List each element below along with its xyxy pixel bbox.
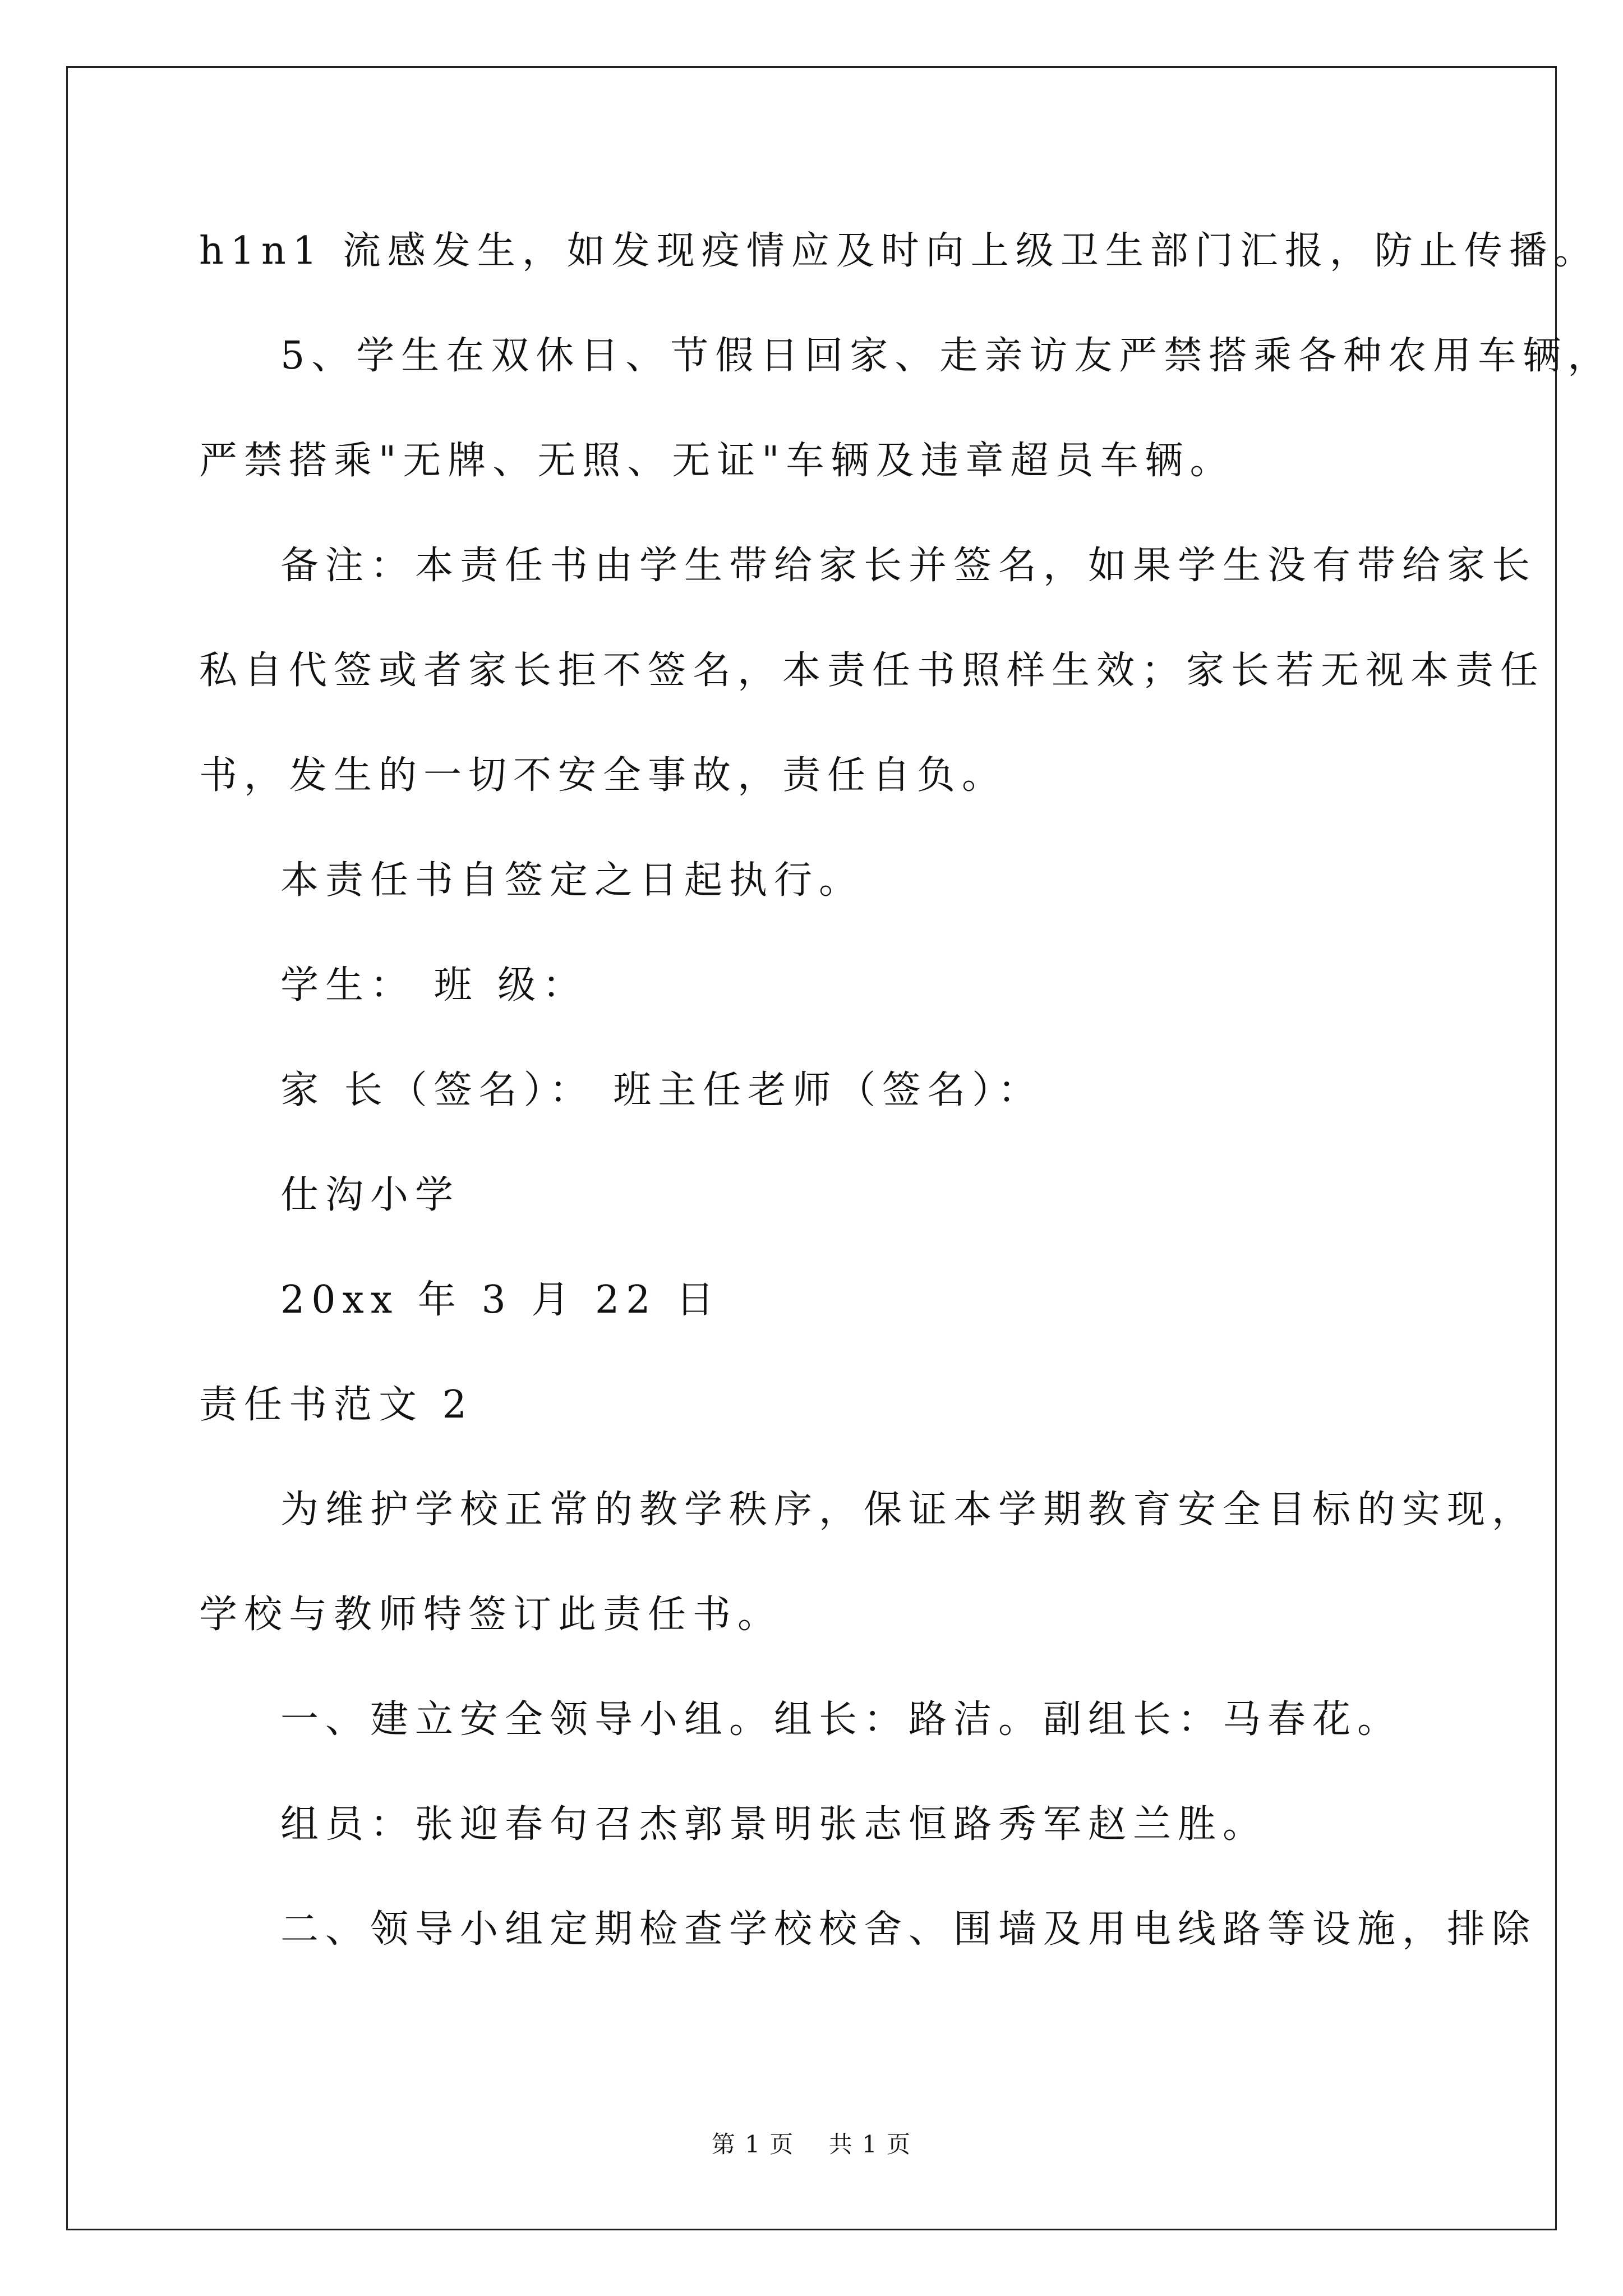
- text-line: 为维护学校正常的教学秩序，保证本学期教育安全目标的实现，: [280, 1488, 1537, 1532]
- text-line: 书，发生的一切不安全事故，责任自负。: [199, 753, 1007, 798]
- text-line: 备注：本责任书由学生带给家长并签名，如果学生没有带给家长: [280, 544, 1537, 588]
- page-border: [66, 66, 1557, 2230]
- text-line: 学生： 班 级：: [280, 963, 588, 1007]
- text-line: 私自代签或者家长拒不签名，本责任书照样生效；家长若无视本责任: [199, 648, 1546, 693]
- text-line: 家 长（签名）： 班主任老师（签名）：: [280, 1068, 1043, 1112]
- text-line: 仕沟小学: [280, 1173, 460, 1217]
- section-heading: 责任书范文 2: [199, 1383, 473, 1427]
- text-line: h1n1 流感发生，如发现疫情应及时向上级卫生部门汇报，防止传播。: [199, 229, 1599, 273]
- text-line: 学校与教师特签订此责任书。: [199, 1593, 783, 1637]
- text-line: 组员：张迎春句召杰郭景明张志恒路秀军赵兰胜。: [280, 1802, 1268, 1847]
- text-line: 一、建立安全领导小组。组长：路洁。副组长：马春花。: [280, 1697, 1403, 1742]
- text-line: 5、学生在双休日、节假日回家、走亲访友严禁搭乘各种农用车辆，: [280, 334, 1613, 378]
- page-number-footer: 第 1 页 共 1 页: [711, 2131, 912, 2158]
- text-line: 二、领导小组定期检查学校校舍、围墙及用电线路等设施，排除: [280, 1907, 1537, 1952]
- text-line: 20xx 年 3 月 22 日: [280, 1278, 721, 1322]
- text-line: 本责任书自签定之日起执行。: [280, 858, 864, 903]
- text-line: 严禁搭乘"无牌、无照、无证"车辆及违章超员车辆。: [199, 439, 1235, 483]
